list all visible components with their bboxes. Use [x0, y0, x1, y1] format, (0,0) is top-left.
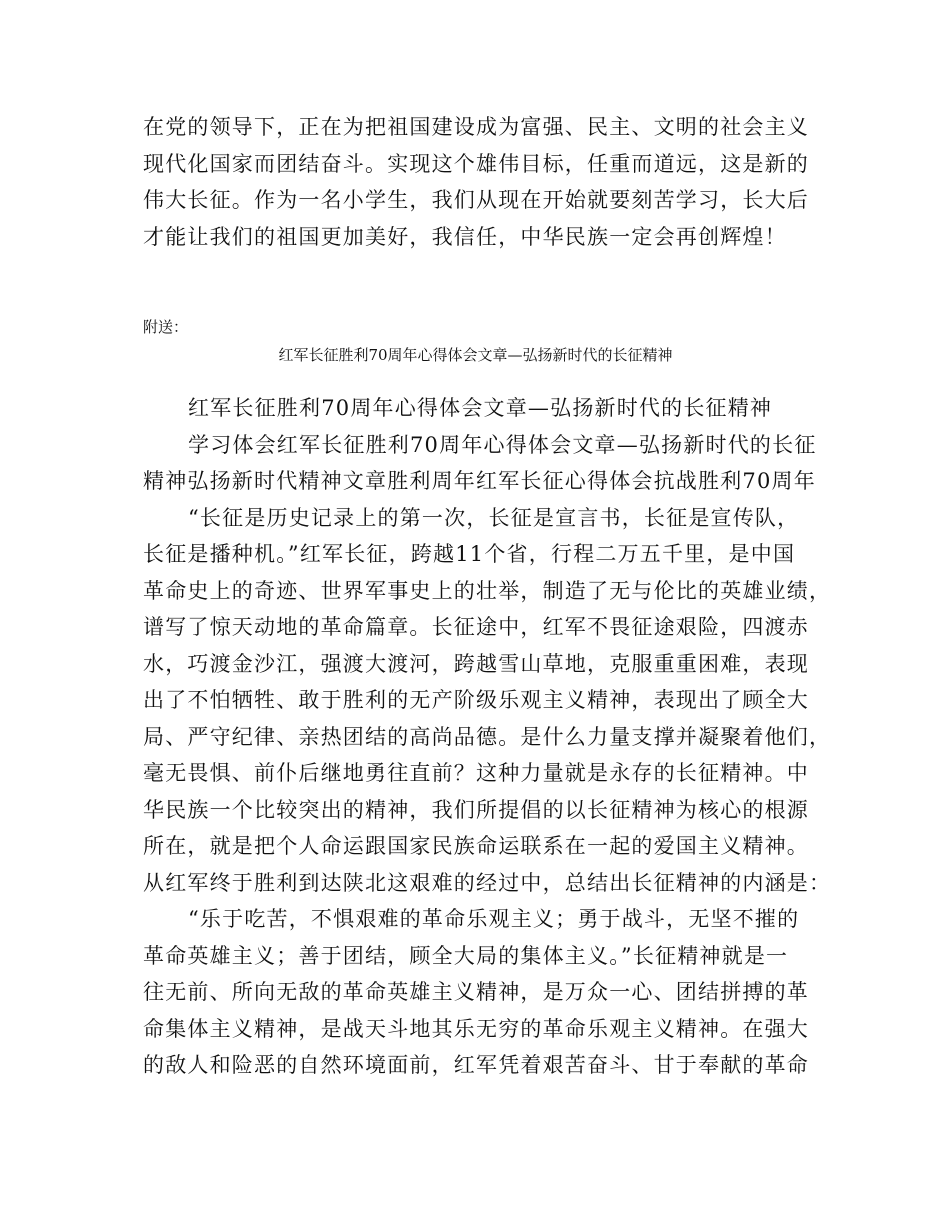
- text-line: 学习体会红军长征胜利70周年心得体会文章—弘扬新时代的长征: [188, 432, 817, 457]
- text-line: 革命英雄主义；善于团结，顾全大局的集体主义。”长征精神就是一: [143, 943, 789, 968]
- text-line: 命集体主义精神，是战天斗地其乐无穷的革命乐观主义精神。在强大: [143, 1016, 809, 1041]
- text-line: 往无前、所向无敌的革命英雄主义精神，是万众一心、团结拼搏的革: [143, 980, 809, 1004]
- text-line: 现代化国家而团结奋斗。实现这个雄伟目标，任重而道远，这是新的: [143, 151, 809, 176]
- text-line: 精神弘扬新时代精神文章胜利周年红军长征心得体会抗战胜利70周年: [143, 469, 816, 493]
- text-line: 从红军终于胜利到达陕北这艰难的经过中，总结出长征精神的内涵是：: [143, 870, 832, 895]
- text-line: 的敌人和险恶的自然环境面前，红军凭着艰苦奋斗、甘于奉献的革命: [143, 1053, 809, 1077]
- text-line: 才能让我们的祖国更加美好，我信任，中华民族一定会再创辉煌！: [143, 224, 787, 249]
- text-line: 谱写了惊天动地的革命篇章。长征途中，红军不畏征途艰险，四渡赤: [143, 615, 809, 639]
- text-line: 所在，就是把个人命运跟国家民族命运联系在一起的爱国主义精神。: [143, 834, 809, 858]
- text-line: 革命史上的奇迹、世界军事史上的壮举，制造了无与伦比的英雄业绩，: [143, 578, 832, 603]
- text-line: 伟大长征。作为一名小学生，我们从现在开始就要刻苦学习，长大后: [143, 188, 809, 212]
- article-heading: 红军长征胜利70周年心得体会文章—弘扬新时代的长征精神: [188, 396, 773, 420]
- text-line: 长征是播种机。”红军长征，跨越11个省，行程二万五千里，是中国: [143, 542, 796, 566]
- text-line: 水，巧渡金沙江，强渡大渡河，跨越雪山草地，克服重重困难，表现: [143, 651, 809, 676]
- text-line: 毫无畏惧、前仆后继地勇往直前？这种力量就是永存的长征精神。中: [143, 761, 809, 785]
- appendix-title: 红军长征胜利70周年心得体会文章—弘扬新时代的长征精神: [278, 346, 673, 364]
- text-line: 华民族一个比较突出的精神，我们所提倡的以长征精神为核心的根源: [143, 797, 809, 822]
- article-body: [143, 390, 832, 1084]
- text-line: 局、严守纪律、亲热团结的高尚品德。是什么力量支撑并凝聚着他们，: [143, 724, 832, 749]
- text-line: “长征是历史记录上的第一次，长征是宣言书，长征是宣传队，: [188, 505, 800, 530]
- text-line: 出了不怕牺牲、敢于胜利的无产阶级乐观主义精神，表现出了顾全大: [143, 688, 809, 712]
- text-line: 在党的领导下，正在为把祖国建设成为富强、民主、文明的社会主义: [143, 115, 809, 139]
- text-line: “乐于吃苦，不惧艰难的革命乐观主义；勇于战斗，无坚不摧的: [188, 907, 800, 931]
- intro-paragraph: [143, 109, 813, 255]
- appendix-label: 附送：: [143, 318, 189, 336]
